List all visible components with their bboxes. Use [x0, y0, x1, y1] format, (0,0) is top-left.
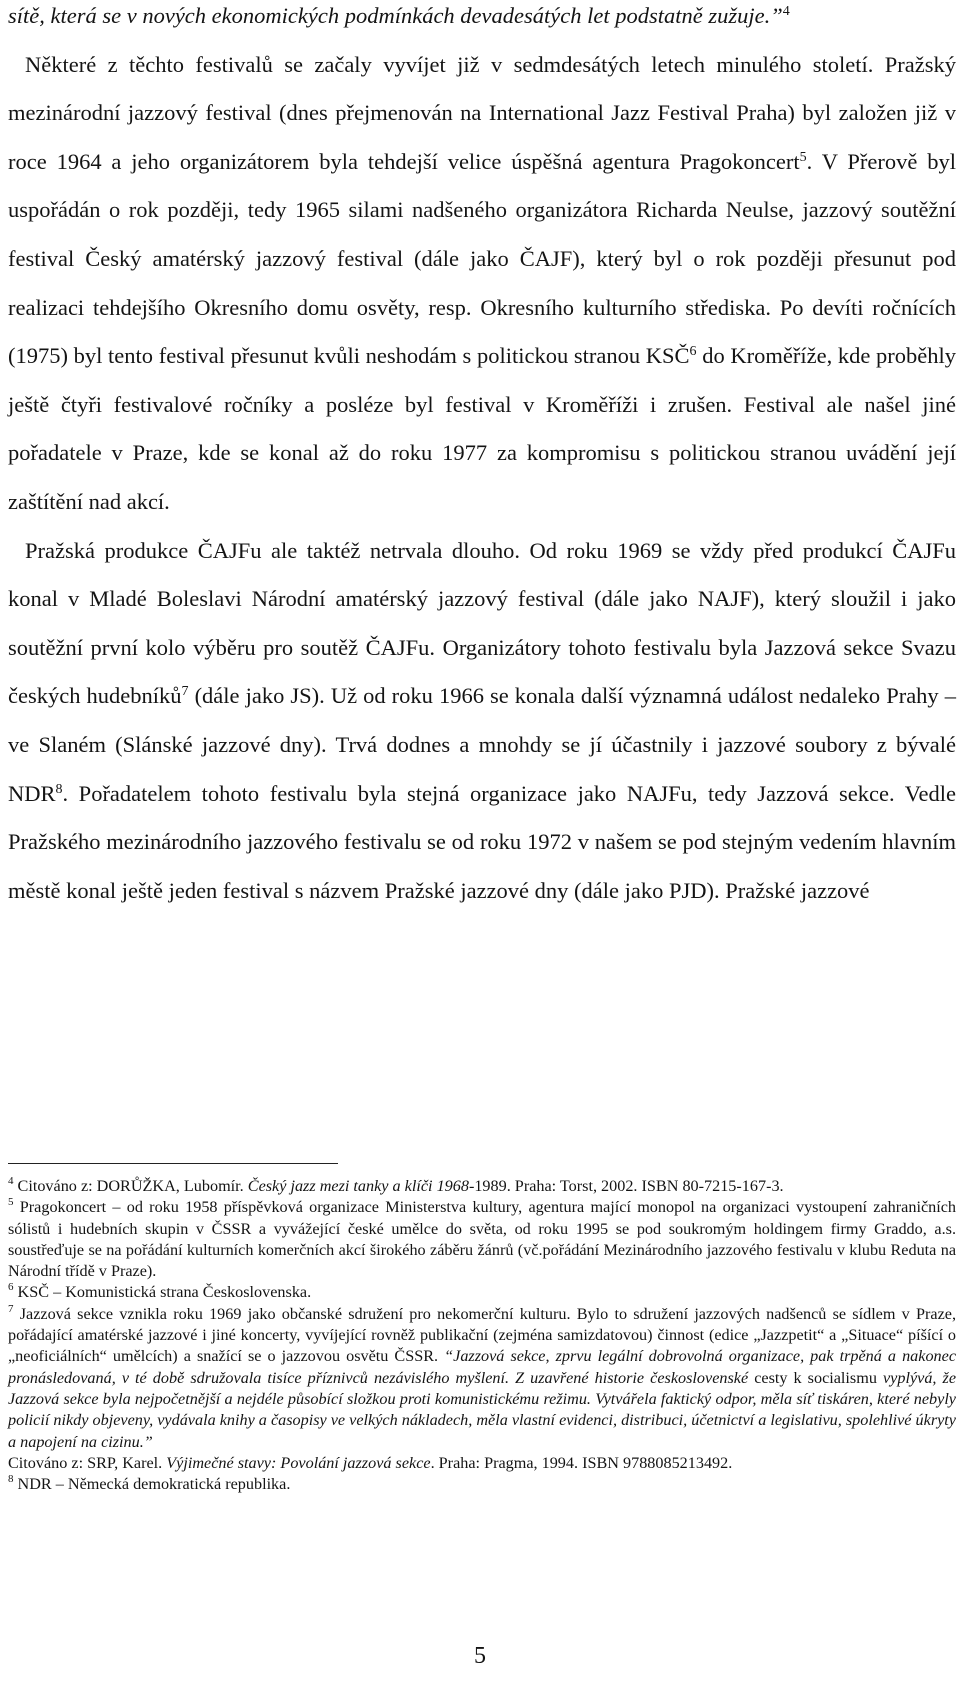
paragraph-3-text-3: . Pořadatelem tohoto festivalu byla stejná organizace jako NAJFu, tedy Jazzová sekce. Vedle Pražského mezinárodního jazzového festivalu se od roku 1972 v našem se pod stejným vedením hlavním městě konal ještě jeden festival s názvem Pražské jazzové dny (dále jako PJD). Pražské jazzové	[8, 780, 956, 903]
paragraph-3-text-2: (dále jako JS). Už od roku 1966 se konala další významná událost nedaleko Prahy – ve Slaném (Slánské jazzové dny). Trvá dodnes a mnohdy se jí účastnily i jazzové soubory z bývalé NDR	[8, 683, 956, 806]
footnote-ref-7: 7	[181, 684, 189, 700]
paragraph-3-text-1: Pražská produkce ČAJFu ale taktéž netrvala dlouho. Od roku 1969 se vždy před produkcí ČAJFu konal v Mladé Boleslavi Národní amatérský jazzový festival (dále jako NAJF), který sloužil i jako soutěžní první kolo výběru pro soutěž ČAJFu. Organizátory tohoto festivalu byla Jazzová sekce Svazu českých hudebníků	[8, 537, 956, 709]
footnote-ref-6: 6	[689, 344, 697, 360]
footnote-8	[8, 1474, 956, 1495]
paragraph-1	[8, 0, 956, 41]
footnote-number: 4	[8, 1175, 14, 1187]
paragraph-2	[8, 41, 956, 527]
footnote-4	[8, 1176, 956, 1197]
paragraph-2-text-2: . V Přerově byl uspořádán o rok později, tedy 1965 silami nadšeného organizátora Richarda Neulse, jazzový soutěžní festival Český amatérský jazzový festival (dále jako ČAJF), který byl o rok později přesunut pod realizaci tehdejšího Okresního domu osvěty, resp. Okresního kulturního střediska. Po devíti ročnících (1975) byl tento festival přesunut kvůli neshodám s politickou stranou KSČ	[8, 148, 956, 369]
footnote-number: 7	[8, 1302, 14, 1315]
footnotes	[8, 1176, 956, 1495]
footnote-text: NDR – Německá demokratická republika.	[13, 1475, 291, 1494]
footnote-text: Jazzová sekce vznikla roku 1969 jako občanské sdružení pro nekomerční kulturu. Bylo to sdružení jazzových nadšenců se sídlem v Praze, pořádající amatérské jazzové i jiné koncerty, vyvíjející rovněž publikační (zejména samizdatovou) činnost (edice „Jazzpetit“ a „Situace“ píšící o „neoficiálních“ umělcích) a snažící se o jazzovou osvětu ČSSR.	[8, 1304, 956, 1366]
footnote-separator	[8, 1163, 338, 1164]
footnote-quote: vyplývá, že Jazzová sekce byla nejpočetnější a nejdéle působící složkou proti komunistickému režimu. Vytvářela faktický odpor, měla síť tiskáren, které nebyly policií nikdy objeveny, vydávala knihy a časopisy ve velkých nákladech, měla vlastní evidenci, distribuci, účetnictví a legislativu, spolehlivé úkryty a napojení na cizinu.”	[8, 1368, 956, 1451]
footnote-ref-5: 5	[799, 149, 807, 165]
footnote-5	[8, 1197, 956, 1282]
quote-text: sítě, která se v nových ekonomických podmínkách devadesátých let podstatně zužuje.	[8, 3, 771, 28]
footnote-text: KSČ – Komunistická strana Československa.	[13, 1283, 312, 1302]
paragraph-2-text-3: do Kroměříže, kde proběhly ještě čtyři festivalové ročníky a posléze byl festival v Kroměříži i zrušen. Festival ale našel jiné pořadatele v Praze, kde se konal až do roku 1977 za kompromisu s politickou stranou uvádění její zaštítění nad akcí.	[8, 343, 956, 514]
footnote-ref-8: 8	[55, 781, 63, 797]
citation-text: Citováno z: SRP, Karel.	[8, 1453, 167, 1472]
footnote-text: -1989. Praha: Torst, 2002. ISBN 80-7215-167-3.	[468, 1177, 784, 1195]
footnote-number: 5	[8, 1196, 14, 1209]
paragraph-2-text-1: Některé z těchto festivalů se začaly vyvíjet již v sedmdesátých letech minulého století. Pražský mezinárodní jazzový festival (dnes přejmenován na International Jazz Festival Praha) byl založen již v roce 1964 a jeho organizátorem byla tehdejší velice úspěšná agentura Pragokoncert	[8, 51, 956, 174]
footnote-text: cesty k socialismu	[748, 1368, 883, 1387]
footnote-number: 6	[8, 1281, 14, 1294]
book-title: Český jazz mezi tanky a klíči 1968	[247, 1177, 469, 1195]
footnote-quote: “Jazzová sekce, zprvu legální dobrovolná organizace, pak trpěná a nakonec pronásledovaná, v té době sdružovala tisíce příznivců nezávislého myšlení. Z uzavřené historie československé	[8, 1347, 956, 1387]
footnote-text: Citováno z: DORŮŽKA, Lubomír.	[13, 1177, 248, 1195]
page-number: 5	[474, 1643, 486, 1669]
footnote-text: Pragokoncert – od roku 1958 příspěvková organizace Ministerstva kultury, agentura mající monopol na organizaci vystoupení zahraničních sólistů i hudebních skupin v ČSSR a vyvážející české umělce do světa, od roku 1995 se pod soukromým holdingem firmy Graddo, a.s. soustřeďuje se na pořádání kulturních komerčních akcí širokého záběru žánrů (vč.pořádání Mezinárodního jazzového festivalu v klubu Reduta na Národní třídě v Praze).	[8, 1198, 956, 1281]
footnote-7	[8, 1304, 956, 1474]
footnote-number: 8	[8, 1473, 14, 1486]
footnote-ref-4: 4	[782, 4, 790, 19]
citation-text: . Praha: Pragma, 1994. ISBN 9788085213492.	[430, 1453, 733, 1472]
footnote-6	[8, 1282, 956, 1303]
body-text	[8, 0, 956, 915]
book-title: Výjimečné stavy: Povolání jazzová sekce	[166, 1453, 431, 1472]
paragraph-3	[8, 527, 956, 916]
quote-close: ”	[770, 3, 783, 28]
